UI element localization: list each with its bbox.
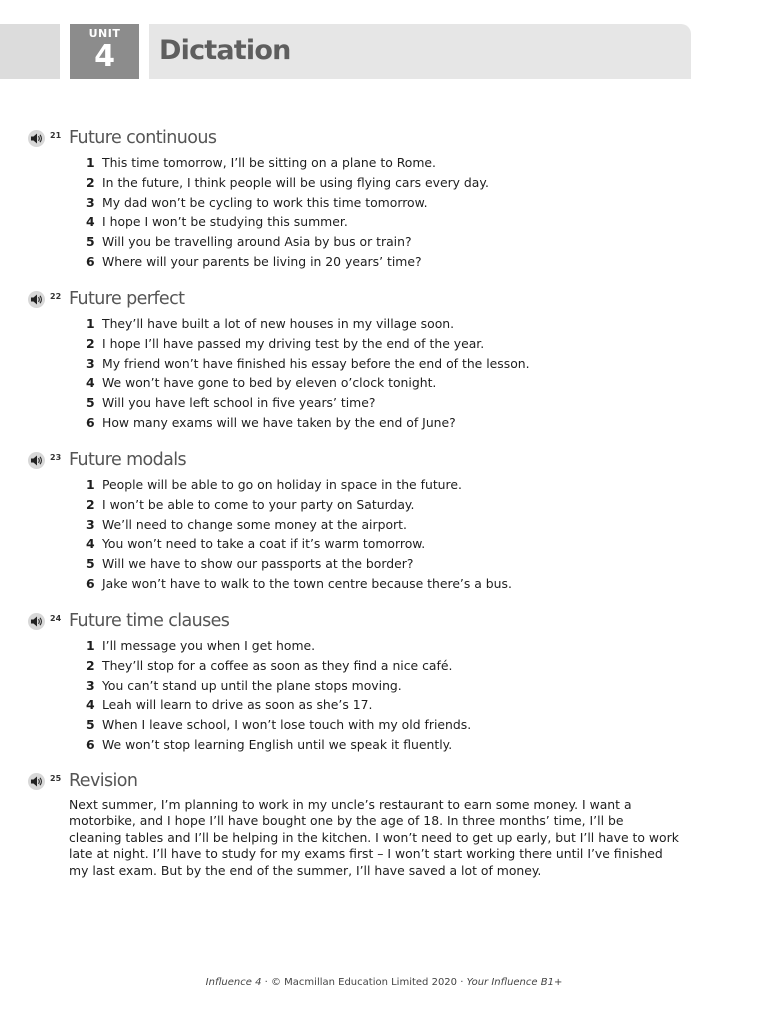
item-text: This time tomorrow, I’ll be sitting on a plane to Rome.	[102, 155, 436, 170]
item-text: We won’t stop learning English until we speak it fluently.	[102, 736, 453, 752]
item-text: Where will your parents be living in 20 years’ time?	[102, 253, 422, 269]
item-number: 1	[86, 155, 95, 170]
list-item	[86, 495, 512, 515]
list-item	[86, 193, 489, 213]
track-number: 24	[50, 614, 62, 623]
item-number: 2	[86, 657, 95, 673]
list-item	[86, 393, 530, 413]
track-number: 23	[50, 453, 62, 462]
item-number: 5	[86, 234, 95, 250]
track-number: 25	[50, 774, 62, 783]
section-heading	[28, 450, 728, 472]
page-title: Dictation	[159, 35, 291, 66]
section-title: Future continuous	[69, 128, 217, 148]
footer-series: Your Influence B1+	[466, 977, 563, 988]
item-number: 3	[86, 194, 95, 210]
item-text: Will we have to show our passports at the border?	[102, 556, 414, 572]
list-item	[86, 252, 489, 272]
sentence-list	[86, 475, 512, 594]
item-number: 5	[86, 556, 95, 572]
item-number: 2	[86, 174, 95, 190]
list-item	[86, 676, 471, 696]
item-text: Will you have left school in five years’ time?	[102, 395, 376, 411]
item-text: I hope I won’t be studying this summer.	[102, 214, 348, 230]
revision-paragraph: Next summer, I’m planning to work in my uncle’s restaurant to earn some money. I want a motorbike, and I hope I’ll have bought one by the age of 18. In three months’ time, I’ll be cleaning tables and I’ll be helping in the kitchen. I won’t need to get up early, but I’ll have to work late at night. I’ll have to study for my exams first – I won’t start working there until I’ve finished my last exam. But by the end of the summer, I’ll have saved a lot of money.	[69, 797, 679, 878]
item-text: You can’t stand up until the plane stops moving.	[102, 677, 402, 693]
item-text: Jake won’t have to walk to the town centre because there’s a bus.	[102, 575, 512, 591]
list-item	[86, 515, 512, 535]
list-item	[86, 574, 512, 594]
section-heading	[28, 289, 728, 311]
list-item	[86, 354, 530, 374]
item-number: 2	[86, 496, 95, 512]
item-number: 1	[86, 477, 95, 492]
list-item	[86, 735, 471, 755]
list-item	[86, 695, 471, 715]
list-item	[86, 413, 530, 433]
section-future-continuous	[28, 128, 728, 269]
list-item	[86, 534, 512, 554]
item-number: 5	[86, 717, 95, 733]
item-text: You won’t need to take a coat if it’s warm tomorrow.	[102, 536, 426, 552]
section-future-modals	[28, 450, 728, 591]
speaker-icon[interactable]	[28, 291, 45, 308]
list-item	[86, 232, 489, 252]
section-title: Future modals	[69, 450, 187, 470]
list-item	[86, 173, 489, 193]
speaker-icon[interactable]	[28, 452, 45, 469]
unit-badge	[70, 24, 139, 79]
section-revision	[28, 771, 728, 878]
item-text: Will you be travelling around Asia by bus or train?	[102, 234, 412, 250]
item-text: Leah will learn to drive as soon as she’s 17.	[102, 697, 373, 713]
section-heading	[28, 771, 728, 793]
speaker-icon[interactable]	[28, 130, 45, 147]
speaker-icon[interactable]	[28, 773, 45, 790]
item-number: 1	[86, 638, 95, 653]
unit-label: UNIT	[88, 27, 121, 40]
section-heading	[28, 611, 728, 633]
title-bar	[149, 24, 691, 79]
header-left-bar	[0, 24, 60, 79]
item-number: 1	[86, 316, 95, 331]
item-text: My dad won’t be cycling to work this time tomorrow.	[102, 194, 428, 210]
track-number: 22	[50, 292, 62, 301]
list-item	[86, 475, 512, 495]
sentence-list	[86, 314, 530, 433]
item-number: 6	[86, 736, 95, 752]
item-number: 4	[86, 697, 95, 713]
list-item	[86, 715, 471, 735]
item-text: We won’t have gone to bed by eleven o’clock tonight.	[102, 375, 437, 391]
item-number: 2	[86, 335, 95, 351]
item-number: 5	[86, 395, 95, 411]
section-title: Future perfect	[69, 289, 185, 309]
page-footer	[0, 977, 768, 988]
section-heading	[28, 128, 728, 150]
item-text: They’ll have built a lot of new houses in my village soon.	[102, 316, 455, 331]
sentence-list	[86, 636, 471, 755]
footer-copyright: · © Macmillan Education Limited 2020 ·	[261, 977, 467, 988]
footer-book: Influence 4	[205, 977, 262, 988]
section-future-time-clauses	[28, 611, 728, 752]
item-text: They’ll stop for a coffee as soon as they find a nice café.	[102, 657, 453, 673]
item-text: We’ll need to change some money at the airport.	[102, 516, 407, 532]
item-number: 6	[86, 253, 95, 269]
speaker-icon[interactable]	[28, 613, 45, 630]
item-number: 6	[86, 414, 95, 430]
track-number: 21	[50, 131, 62, 140]
item-text: In the future, I think people will be using flying cars every day.	[102, 174, 489, 190]
item-text: When I leave school, I won’t lose touch with my old friends.	[102, 717, 472, 733]
list-item	[86, 636, 471, 656]
item-text: People will be able to go on holiday in space in the future.	[102, 477, 462, 492]
item-number: 4	[86, 214, 95, 230]
list-item	[86, 656, 471, 676]
item-number: 3	[86, 355, 95, 371]
item-text: I won’t be able to come to your party on Saturday.	[102, 496, 415, 512]
section-title: Revision	[69, 771, 138, 791]
item-text: I hope I’ll have passed my driving test by the end of the year.	[102, 335, 485, 351]
section-title: Future time clauses	[69, 611, 230, 631]
item-number: 4	[86, 536, 95, 552]
item-number: 4	[86, 375, 95, 391]
item-number: 3	[86, 677, 95, 693]
list-item	[86, 212, 489, 232]
section-future-perfect	[28, 289, 728, 430]
item-number: 3	[86, 516, 95, 532]
list-item	[86, 314, 530, 334]
list-item	[86, 153, 489, 173]
sentence-list	[86, 153, 489, 272]
list-item	[86, 373, 530, 393]
item-text: How many exams will we have taken by the end of June?	[102, 414, 456, 430]
item-text: I’ll message you when I get home.	[102, 638, 316, 653]
list-item	[86, 334, 530, 354]
item-number: 6	[86, 575, 95, 591]
list-item	[86, 554, 512, 574]
unit-number: 4	[94, 39, 115, 74]
item-text: My friend won’t have finished his essay before the end of the lesson.	[102, 355, 530, 371]
